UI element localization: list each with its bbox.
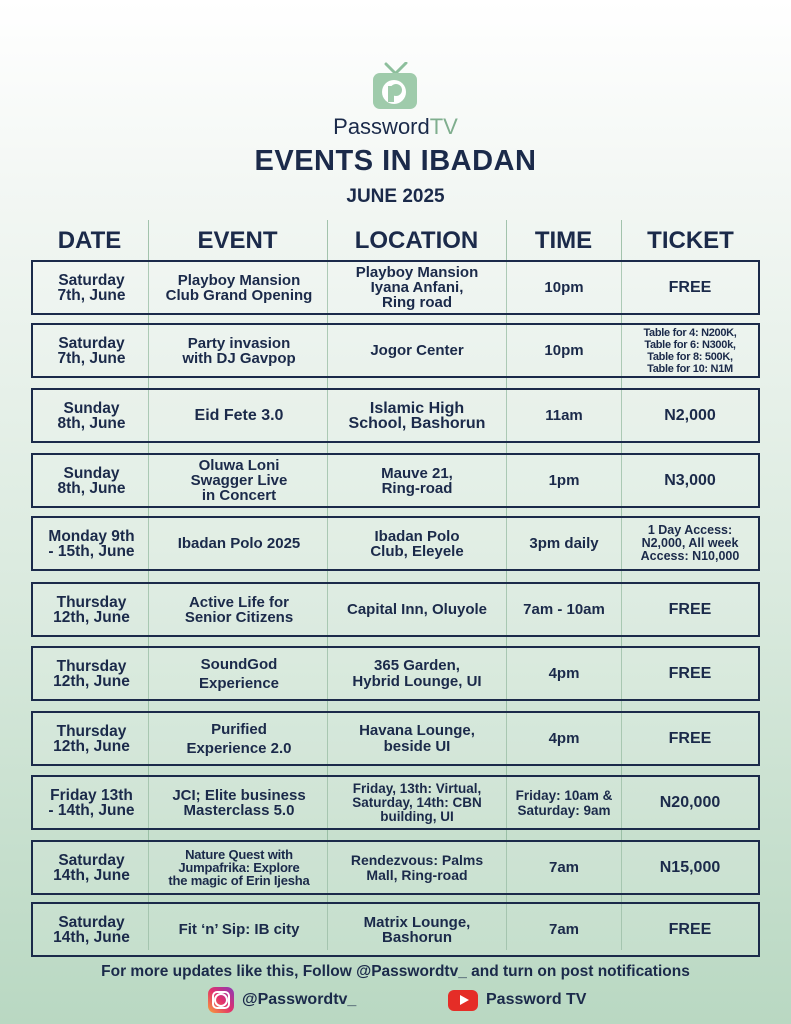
row-date: Thursday 12th, June [53,722,130,755]
row-date: Thursday 12th, June [53,657,130,690]
column-header-date: DATE [57,227,122,254]
row-event: Eid Fete 3.0 [194,407,284,424]
table-row [31,453,760,508]
row-date: Sunday 8th, June [57,399,126,432]
row-ticket: N15,000 [659,859,721,876]
youtube-icon [448,990,478,1011]
table-row [31,388,760,443]
table-row [31,260,760,315]
row-ticket: N20,000 [659,794,721,811]
row-location: Playboy Mansion Iyana Anfani, Ring road [355,264,479,311]
row-location: 365 Garden, Hybrid Lounge, UI [352,656,482,690]
row-date: Friday 13th - 14th, June [48,786,135,819]
row-location: Havana Lounge, beside UI [359,721,475,755]
column-header-event: EVENT [197,227,278,254]
youtube-link[interactable] [448,986,586,1014]
table-row [31,516,760,571]
row-location: Matrix Lounge, Bashorun [363,913,471,946]
table-row [31,840,760,895]
row-location: Capital Inn, Oluyole [346,601,488,618]
row-location: Mauve 21, Ring-road [381,464,453,497]
row-ticket: N3,000 [664,472,716,489]
row-time: Friday: 10am & Saturday: 9am [515,787,613,818]
row-event: Fit ‘n’ Sip: IB city [178,921,300,938]
tv-icon [372,62,418,112]
row-date: Monday 9th - 15th, June [48,527,135,560]
row-date: Saturday 14th, June [53,851,130,884]
instagram-handle: @Passwordtv_ [242,991,357,1008]
row-ticket: FREE [668,665,712,682]
row-time: 4pm [548,665,580,682]
row-time: 10pm [544,279,584,296]
table-row [31,323,760,378]
page-subtitle: JUNE 2025 [346,186,445,207]
footer-text: For more updates like this, Follow @Passwordtv_ and turn on post notifications [101,963,690,980]
table-row [31,775,760,830]
row-ticket: 1 Day Access: N2,000, All week Access: N10,000 [640,523,740,563]
row-time: 4pm [548,730,580,747]
row-location: Friday, 13th: Virtual, Saturday, 14th: CBN building, UI [352,780,482,824]
instagram-icon [208,987,234,1013]
row-location: Ibadan Polo Club, Eleyele [370,527,464,560]
row-event: SoundGod Experience [198,655,280,692]
row-location: Jogor Center [370,342,464,359]
row-event: Purified Experience 2.0 [186,720,292,757]
column-header-location: LOCATION [354,227,479,254]
row-ticket: N2,000 [664,407,716,424]
instagram-link[interactable] [208,986,356,1014]
table-row [31,646,760,701]
page-title: EVENTS IN IBADAN [254,145,537,177]
table-row [31,582,760,637]
column-header-time: TIME [534,227,593,254]
row-event: JCI; Elite business Masterclass 5.0 [172,786,306,819]
youtube-name: Password TV [486,991,587,1008]
row-event: Playboy Mansion Club Grand Opening [165,271,313,304]
row-ticket: FREE [668,279,712,296]
row-time: 1pm [548,472,580,489]
row-time: 10pm [544,342,584,359]
row-ticket: FREE [668,921,712,938]
table-row [31,902,760,957]
row-event: Active Life for Senior Citizens [184,593,294,626]
row-date: Saturday 14th, June [53,913,130,946]
brand-name: PasswordTV [333,114,458,139]
row-ticket: FREE [668,601,712,618]
row-event: Nature Quest with Jumpafrika: Explore the magic of Erin Ijesha [168,847,310,888]
row-time: 11am [545,407,583,424]
column-header-ticket: TICKET [647,227,734,254]
row-time: 7am [548,859,580,876]
row-event: Party invasion with DJ Gavpop [182,334,296,367]
row-event: Ibadan Polo 2025 [177,535,301,552]
row-date: Sunday 8th, June [57,464,126,497]
row-location: Islamic High School, Bashorun [348,399,486,432]
row-date: Thursday 12th, June [53,593,130,626]
row-date: Saturday 7th, June [57,271,126,304]
row-time: 3pm daily [529,535,599,552]
row-ticket: Table for 4: N200K, Table for 6: N300k, Table for 8: 500K, Table for 10: N1M [643,326,737,375]
row-time: 7am [548,921,580,938]
table-row [31,711,760,766]
row-ticket: FREE [668,730,712,747]
row-time: 7am - 10am [523,601,605,618]
row-date: Saturday 7th, June [57,334,126,367]
row-event: Oluwa Loni Swagger Live in Concert [190,457,288,504]
row-location: Rendezvous: Palms Mall, Ring-road [350,851,484,883]
